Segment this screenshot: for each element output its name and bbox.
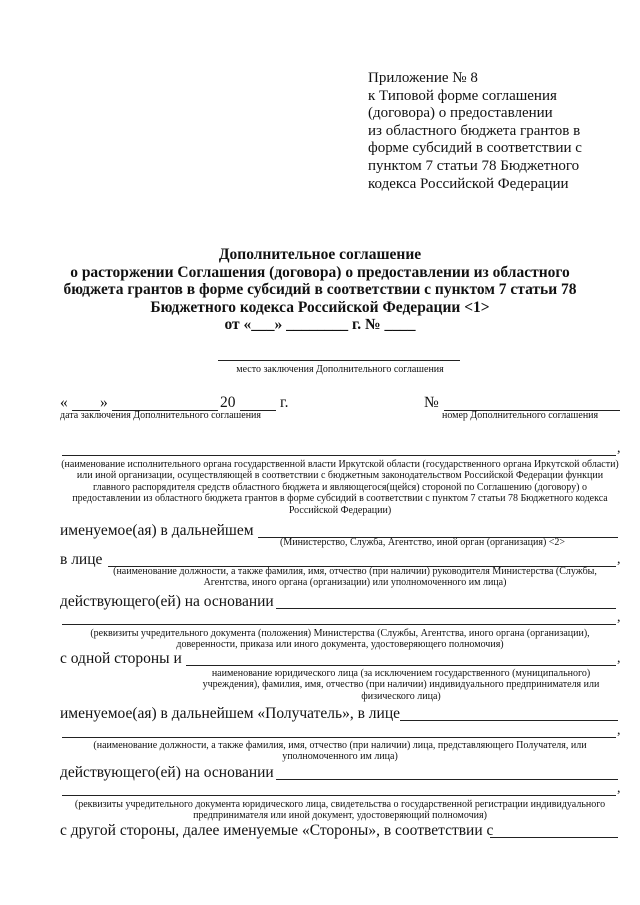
comma: , xyxy=(617,781,621,796)
title-line: бюджета грантов в форме субсидий в соответствии с пунктом 7 статьи 78 xyxy=(63,281,577,298)
basis2-caption: (реквизиты учредительного документа юридического лица, свидетельства о государственной регистрации индивидуального предпринимателя или иной документ, удостоверяющий полномочия) xyxy=(74,799,606,822)
appendix-line: пунктом 7 статьи 78 Бюджетного xyxy=(368,157,580,174)
document-title xyxy=(20,246,620,334)
recipient-person-field[interactable] xyxy=(400,720,618,721)
organization-caption: (наименование исполнительного органа государственной власти Иркутской области (государственного органа Иркутской области) или иной организации, осуществляющей в соответствии с бюджетным законодательством Российской Федерации функции главного распорядителя средств областного бюджета и являющегося(щейся) стороной по Соглашению (договору) о предоставлении из областного бюджета грантов в форме субсидий в соответствии с пунктом 7 статьи 78 Бюджетного кодекса Российской Федерации) xyxy=(61,459,619,516)
date-caption: дата заключения Дополнительного соглашения xyxy=(60,410,261,421)
number-caption: номер Дополнительного соглашения xyxy=(442,410,599,421)
appendix-line: (договора) о предоставлении xyxy=(368,105,553,122)
comma: , xyxy=(617,651,621,666)
basis-reference-field[interactable] xyxy=(490,837,618,838)
appendix-line: кодекса Российской Федерации xyxy=(368,175,569,192)
title-line: от «___» ________ г. № ____ xyxy=(224,316,416,333)
appendix-block xyxy=(368,70,628,193)
side1-label: с одной стороны и xyxy=(60,650,182,667)
appendix-line: из областного бюджета грантов в xyxy=(368,122,581,139)
basis-label: действующего(ей) на основании xyxy=(60,593,274,610)
appendix-line: Приложение № 8 xyxy=(368,70,478,86)
place-caption: место заключения Дополнительного соглашения xyxy=(236,364,444,375)
recipient-person-field-continued[interactable] xyxy=(62,737,616,738)
comma: , xyxy=(617,610,621,625)
basis-field[interactable] xyxy=(276,608,616,609)
recipient-field[interactable] xyxy=(186,665,616,666)
number-sign: № xyxy=(424,394,439,411)
comma: , xyxy=(617,723,621,738)
date-open-quote: « xyxy=(60,394,68,411)
appendix-line: к Типовой форме соглашения xyxy=(368,87,557,104)
person-caption: (наименование должности, а также фамилия, имя, отчество (при наличии) руководителя Министерства (Службы, Агентства, иного органа (организации) или уполномоченного им лица) xyxy=(113,566,597,589)
place-field[interactable] xyxy=(218,360,460,361)
basis-caption: (реквизиты учредительного документа (положения) Министерства (Службы, Агентства, иного органа (организации), доверенности, приказа или иного документа, удостоверяющего полномочия) xyxy=(90,628,590,651)
appendix-line: форме субсидий в соответствии с xyxy=(368,140,582,157)
recipient-caption: наименование юридического лица (за исключением государственного (муниципального) учреждения), фамилия, имя, отчество (при наличии) индивидуального предпринимателя или физического лица) xyxy=(202,668,600,702)
title-line: Дополнительное соглашение xyxy=(218,246,422,263)
named-label: именуемое(ая) в дальнейшем xyxy=(60,522,254,539)
person-label: в лице xyxy=(60,551,103,568)
basis2-field-continued[interactable] xyxy=(62,795,616,796)
named-caption: (Министерство, Служба, Агентство, иной орган (организация) <2> xyxy=(280,537,566,548)
recipient-named-label: именуемое(ая) в дальнейшем «Получатель», в лице xyxy=(60,705,401,722)
title-line: Бюджетного кодекса Российской Федерации <1> xyxy=(150,298,490,316)
date-year-suffix: г. xyxy=(280,394,289,411)
basis-field-continued[interactable] xyxy=(62,624,616,625)
recipient-person-caption: (наименование должности, а также фамилия, имя, отчество (при наличии) лица, представляющего Получателя, или уполномоченного им лица) xyxy=(93,740,587,763)
date-close-quote: » xyxy=(100,394,108,411)
date-year-prefix: 20 xyxy=(220,394,236,411)
comma: , xyxy=(617,552,621,567)
basis2-field[interactable] xyxy=(276,779,618,780)
comma: , xyxy=(617,441,621,456)
basis2-label: действующего(ей) на основании xyxy=(60,764,274,781)
organization-field[interactable] xyxy=(62,455,616,456)
side2-label: с другой стороны, далее именуемые «Стороны», в соответствии с xyxy=(60,822,494,839)
title-line: о расторжении Соглашения (договора) о предоставлении из областного xyxy=(70,263,570,281)
